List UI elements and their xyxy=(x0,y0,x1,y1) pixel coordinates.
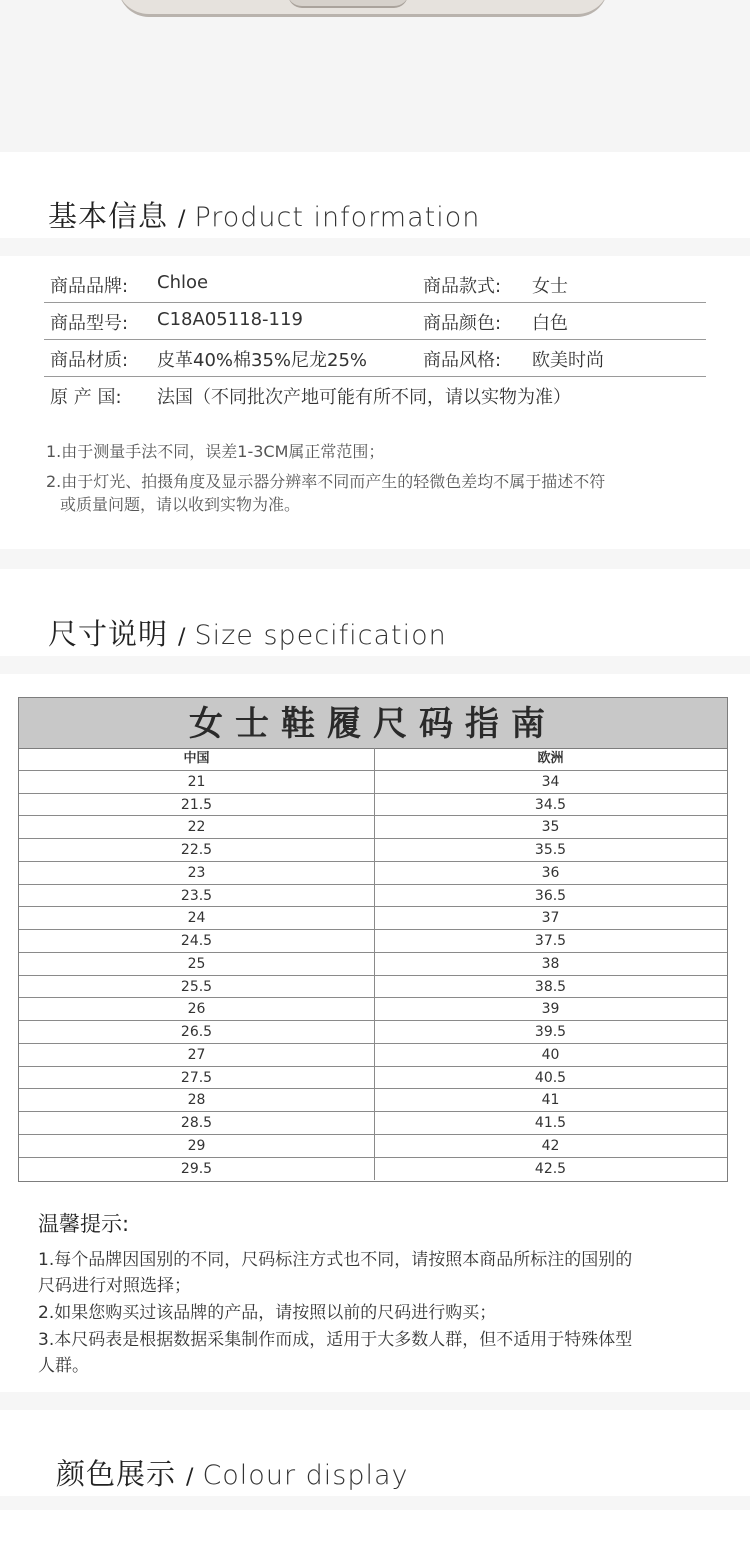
info-row-model xyxy=(44,302,706,340)
tips-title: 温馨提示: xyxy=(38,1212,130,1236)
note-1: 1.由于测量手法不同，误差1-3CM属正常范围； xyxy=(46,442,385,461)
size-table-row xyxy=(19,885,727,908)
europe-size-cell: 36 xyxy=(541,864,560,881)
section-divider xyxy=(0,656,750,674)
china-size-cell: 29 xyxy=(19,1135,375,1157)
section-divider xyxy=(0,549,750,569)
china-size-cell: 26.5 xyxy=(19,1021,375,1043)
brand-value: Chloe xyxy=(157,272,209,293)
europe-size-cell: 39.5 xyxy=(534,1024,567,1040)
size-table-row xyxy=(19,998,727,1021)
europe-size-cell: 37.5 xyxy=(534,933,567,949)
origin-label: 原 产 国: xyxy=(50,387,122,408)
header-china: 中国 xyxy=(19,748,375,770)
heading-slash: / xyxy=(178,625,187,650)
china-size-cell: 25 xyxy=(19,953,375,975)
product-info-title-cn: 基本信息 xyxy=(48,199,169,233)
china-size-cell: 23 xyxy=(19,862,375,884)
size-table-row xyxy=(19,1021,727,1044)
china-size-cell: 27.5 xyxy=(19,1067,375,1089)
section-divider xyxy=(0,1392,750,1410)
europe-size-cell: 40.5 xyxy=(534,1069,567,1086)
style-type-value: 女士 xyxy=(532,276,568,297)
material-value: 皮革40%棉35%尼龙25% xyxy=(157,350,368,371)
size-spec-title-en: Size specification xyxy=(194,620,447,651)
size-table-header xyxy=(19,748,727,771)
europe-size-cell: 38.5 xyxy=(534,978,567,995)
tip-2: 2.如果您购买过该品牌的产品，请按照以前的尺码进行购买； xyxy=(38,1303,497,1323)
heading-slash: / xyxy=(178,207,187,232)
europe-size-cell: 41.5 xyxy=(534,1115,567,1131)
size-table-row xyxy=(19,1089,727,1112)
tip-3-cont: 人群。 xyxy=(38,1356,89,1376)
size-table-row xyxy=(19,953,727,976)
size-table-row xyxy=(19,1158,727,1181)
china-size-cell: 21.5 xyxy=(19,794,375,816)
size-table-row xyxy=(19,839,727,862)
europe-size-cell: 39 xyxy=(541,1001,560,1018)
europe-size-cell: 42.5 xyxy=(534,1160,567,1177)
model-value: C18A05118-119 xyxy=(157,309,303,330)
section-divider xyxy=(0,1496,750,1510)
size-table-row xyxy=(19,816,727,839)
tip-1: 1.每个品牌因国别的不同，尺码标注方式也不同，请按照本商品所标注的国别的 xyxy=(38,1250,633,1270)
china-size-cell: 26 xyxy=(19,998,375,1020)
material-label: 商品材质: xyxy=(50,350,129,371)
size-table-row xyxy=(19,862,727,885)
heading-slash: / xyxy=(186,1465,195,1490)
note-2-cont: 或质量问题，请以收到实物为准。 xyxy=(60,495,301,514)
europe-size-cell: 34.5 xyxy=(534,796,567,813)
size-table-row xyxy=(19,907,727,930)
china-size-cell: 21 xyxy=(19,771,375,793)
header-europe: 欧洲 xyxy=(537,751,564,766)
europe-size-cell: 37 xyxy=(541,910,560,927)
china-size-cell: 28.5 xyxy=(19,1112,375,1134)
colour-display-heading xyxy=(56,1452,409,1493)
europe-size-cell: 40 xyxy=(541,1046,560,1063)
china-size-cell: 24 xyxy=(19,907,375,929)
size-spec-title-cn: 尺寸说明 xyxy=(48,617,169,651)
product-info-title-en: Product information xyxy=(194,202,481,233)
info-row-brand xyxy=(44,265,706,303)
china-size-cell: 25.5 xyxy=(19,976,375,998)
brand-label: 商品品牌: xyxy=(50,276,129,297)
tip-3: 3.本尺码表是根据数据采集制作而成，适用于大多数人群，但不适用于特殊体型 xyxy=(38,1330,633,1350)
origin-value: 法国（不同批次产地可能有所不同，请以实物为准） xyxy=(157,387,571,408)
style-type-label: 商品款式: xyxy=(423,276,502,297)
shoe-sole-image xyxy=(118,0,608,17)
europe-size-cell: 38 xyxy=(541,955,560,972)
color-value: 白色 xyxy=(532,313,568,334)
size-table-row xyxy=(19,1112,727,1135)
size-table-row xyxy=(19,771,727,794)
size-spec-heading xyxy=(48,612,447,653)
europe-size-cell: 35.5 xyxy=(534,842,567,858)
europe-size-cell: 41 xyxy=(541,1092,560,1109)
tip-1-cont: 尺码进行对照选择； xyxy=(38,1276,191,1296)
china-size-cell: 27 xyxy=(19,1044,375,1066)
size-table-row xyxy=(19,794,727,817)
china-size-cell: 28 xyxy=(19,1089,375,1111)
info-row-material xyxy=(44,339,706,377)
china-size-cell: 22.5 xyxy=(19,839,375,861)
size-table-row xyxy=(19,976,727,999)
color-label: 商品颜色: xyxy=(423,313,502,334)
china-size-cell: 22 xyxy=(19,816,375,838)
note-2: 2.由于灯光、拍摄角度及显示器分辨率不同而产生的轻微色差均不属于描述不符 xyxy=(46,472,606,491)
size-table-row xyxy=(19,1044,727,1067)
section-divider xyxy=(0,238,750,256)
fashion-style-label: 商品风格: xyxy=(423,350,502,371)
china-size-cell: 23.5 xyxy=(19,885,375,907)
info-row-origin xyxy=(44,376,706,413)
fashion-style-value: 欧美时尚 xyxy=(532,350,604,371)
size-table xyxy=(18,697,728,1182)
china-size-cell: 24.5 xyxy=(19,930,375,952)
europe-size-cell: 34 xyxy=(541,773,560,790)
colour-display-title-en: Colour display xyxy=(202,1460,409,1491)
colour-display-title-cn: 颜色展示 xyxy=(56,1457,177,1491)
size-table-row xyxy=(19,930,727,953)
size-table-row xyxy=(19,1067,727,1090)
europe-size-cell: 36.5 xyxy=(534,887,567,904)
size-table-title: 女士鞋履尺码指南 xyxy=(19,698,727,749)
product-image xyxy=(0,0,750,152)
model-label: 商品型号: xyxy=(50,313,129,334)
europe-size-cell: 42 xyxy=(541,1137,560,1154)
china-size-cell: 29.5 xyxy=(19,1158,375,1180)
europe-size-cell: 35 xyxy=(541,819,560,836)
product-info-heading xyxy=(48,194,480,235)
size-table-row xyxy=(19,1135,727,1158)
